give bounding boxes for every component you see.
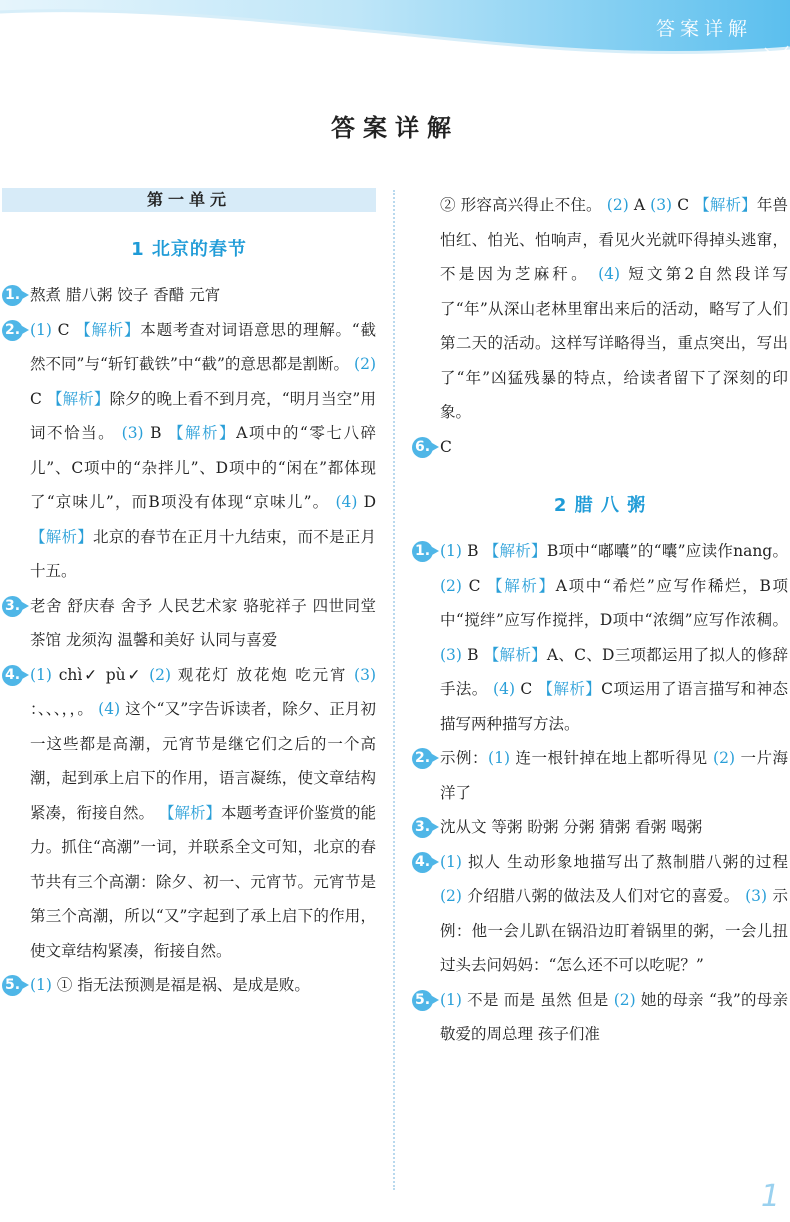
answer-text: 一片海洋了: [440, 749, 788, 802]
answer-text: 她的母亲 “我”的母亲 敬爱的周总理 孩子们准: [440, 990, 788, 1043]
answer-text: B项中“嘟囔”的“囔”应读作nang。: [546, 542, 788, 560]
lesson-heading: 2 腊 八 粥: [553, 495, 647, 516]
answer-text: B: [461, 542, 484, 560]
answer-marker: (1): [440, 852, 462, 871]
question-number-badge: 4.: [2, 665, 23, 686]
answer-marker: (2): [613, 990, 636, 1009]
answer-marker: 【解析】: [30, 527, 93, 546]
answer-marker: (2): [354, 355, 376, 373]
left-column: [2, 188, 376, 1003]
answer-marker: (1): [30, 665, 52, 684]
answer-text: A: [628, 196, 651, 214]
answer-item: [412, 534, 788, 741]
question-number-badge: 5.: [2, 975, 23, 996]
answer-text: 不是 而是 虽然 但是: [461, 990, 614, 1009]
answer-text: 这个“又”字告诉读者，除夕、正月初一这些都是高潮，元宵节是继它们之后的一个高潮，起到承上启下的作用，语言凝练，使文章结构紧凑，衔接自然。: [30, 700, 376, 822]
answer-item: [412, 810, 788, 845]
answer-marker: (3): [650, 196, 673, 214]
answer-text: 年兽怕红、怕光、怕响声，看见火光就吓得掉头逃窜，不是因为芝麻秆。: [440, 196, 788, 283]
answer-marker: 【解析】: [158, 803, 221, 822]
answer-text: ：、、、，，。: [30, 700, 99, 718]
answer-item: [2, 968, 376, 1003]
answer-marker: (3): [745, 887, 768, 905]
answer-marker: (3): [440, 645, 462, 664]
page-title: 答案详解: [331, 114, 459, 142]
answer-marker: 【解析】: [483, 542, 547, 560]
answer-item: [2, 313, 376, 589]
question-number-badge: 1.: [412, 541, 433, 562]
answer-list: [412, 188, 788, 464]
answer-item: [2, 278, 376, 313]
answer-text: ① 指无法预测是福是祸、是成是败。: [51, 976, 310, 994]
question-number-badge: 3.: [412, 817, 433, 838]
answer-marker: (1): [30, 976, 52, 994]
answer-text: A项中的“零七八碎儿”、C项中的“杂拌儿”、D项中的“闲在”都体现了“京味儿”，而B项没有体现“京味儿”。: [30, 424, 376, 511]
answer-marker: (4): [493, 680, 516, 698]
header-title: 答案详解: [655, 18, 752, 40]
answer-text: C: [672, 196, 695, 214]
answer-text: 短文第2自然段详写了“年”从深山老林里窜出来后的活动，略写了人们第二天的活动。这样写详略得当，重点突出，写出了“年”凶猛残暴的特点，给读者留下了深刻的印象。: [440, 265, 788, 421]
question-number-badge: 2.: [412, 748, 433, 769]
answer-marker: (4): [598, 265, 621, 283]
answer-text: 除夕的晚上看不到月亮，“明月当空”用词不恰当。: [30, 389, 376, 442]
answer-text: 观花灯 放花炮 吃元宵: [171, 665, 355, 684]
answer-text: C: [30, 389, 47, 408]
answer-marker: (3): [354, 665, 376, 684]
answer-marker: 【解析】: [46, 389, 110, 408]
answer-marker: (2): [440, 887, 462, 905]
answer-marker: (2): [713, 749, 736, 767]
lesson-heading: 1 北京的春节: [131, 239, 247, 260]
answer-text: 介绍腊八粥的做法及人们对它的喜爱。: [461, 887, 746, 905]
question-number-badge: 2.: [2, 320, 23, 341]
answer-text: 熬煮 腊八粥 饺子 香醋 元宵: [30, 286, 221, 304]
answer-text: 老舍 舒庆春 舍予 人民艺术家 骆驼祥子 四世同堂 茶馆 龙须沟 温馨和美好 认同与喜爱: [30, 596, 376, 649]
question-number-badge: 4.: [412, 852, 433, 873]
answer-item: [412, 430, 788, 465]
answer-item: [412, 845, 788, 983]
answer-text: C: [51, 320, 76, 339]
answer-marker: (4): [98, 700, 121, 718]
question-number-badge: 6.: [412, 437, 433, 458]
answer-marker: 【解析】: [487, 576, 556, 595]
answer-marker: (2): [440, 576, 462, 595]
answer-marker: 【解析】: [537, 680, 602, 698]
answer-marker: (1): [30, 320, 52, 339]
answer-text: A项中“希烂”应写作稀烂，B项中“搅绊”应写作搅拌，D项中“浓绸”应写作浓稠。: [440, 576, 789, 629]
answer-marker: (3): [121, 424, 144, 442]
answer-item: [2, 589, 376, 658]
answer-marker: 【解析】: [167, 424, 237, 442]
answer-text: chì✓ pù✓: [51, 665, 150, 684]
answer-item: [412, 741, 788, 810]
answer-marker: 【解析】: [75, 320, 141, 339]
answer-text: C: [440, 437, 452, 456]
answer-text: 本题考查对词语意思的理解。“截然不同”与“斩钉截铁”中“截”的意思都是割断。: [30, 320, 376, 373]
answer-marker: 【解析】: [694, 196, 757, 214]
column-divider: [393, 190, 395, 1190]
answer-marker: (1): [440, 542, 462, 560]
answer-text: 北京的春节在正月十九结束，而不是正月十五。: [30, 527, 376, 580]
answer-marker: 【解析】: [483, 645, 547, 664]
unit-heading: 第一单元: [2, 188, 376, 212]
answer-list: [2, 278, 376, 1003]
answer-text: B: [143, 424, 168, 442]
answer-marker: (1): [440, 990, 462, 1009]
answer-text: C: [461, 576, 488, 595]
answer-text: C项运用了语言描写和神态描写两种描写方法。: [440, 680, 788, 733]
answer-text: 本题考查评价鉴赏的能力。抓住“高潮”一词，并联系全文可知，北京的春节共有三个高潮：除夕、初一、元宵节。元宵节是第三个高潮，所以“又”字起到了承上启下的作用，使文章结构紧凑，衔接自然。: [30, 803, 376, 960]
question-number-badge: 3.: [2, 596, 23, 617]
page-number: 1: [760, 1179, 780, 1214]
answer-marker: (2): [606, 196, 629, 214]
right-column: [412, 188, 788, 1052]
answer-text: 拟人 生动形象地描写出了熬制腊八粥的过程: [461, 852, 788, 871]
answer-list: [412, 534, 788, 1052]
answer-text: 连一根针掉在地上都听得见: [510, 749, 714, 767]
answer-item: [412, 983, 788, 1052]
answer-marker: (1): [488, 749, 511, 767]
answer-text: 示例：: [440, 749, 489, 767]
question-number-badge: 5.: [412, 990, 433, 1011]
answer-item: [412, 188, 788, 430]
question-number-badge: 1.: [2, 285, 23, 306]
answer-text: B: [461, 645, 484, 664]
answer-marker: (4): [335, 493, 358, 511]
answer-text: 示例：他一会儿趴在锅沿边盯着锅里的粥，一会儿扭过头去问妈妈：“怎么还不可以吃呢？”: [440, 887, 788, 974]
answer-text: 沈从文 等粥 盼粥 分粥 猜粥 看粥 喝粥: [440, 818, 703, 836]
page-header: [0, 0, 790, 70]
answer-text: D: [357, 493, 376, 511]
answer-marker: (2): [149, 665, 172, 684]
answer-text: C: [515, 680, 538, 698]
answer-text: A、C、D三项都运用了拟人的修辞手法。: [440, 645, 788, 698]
answer-text: ② 形容高兴得止不住。: [440, 196, 607, 214]
answer-item: [2, 658, 376, 969]
